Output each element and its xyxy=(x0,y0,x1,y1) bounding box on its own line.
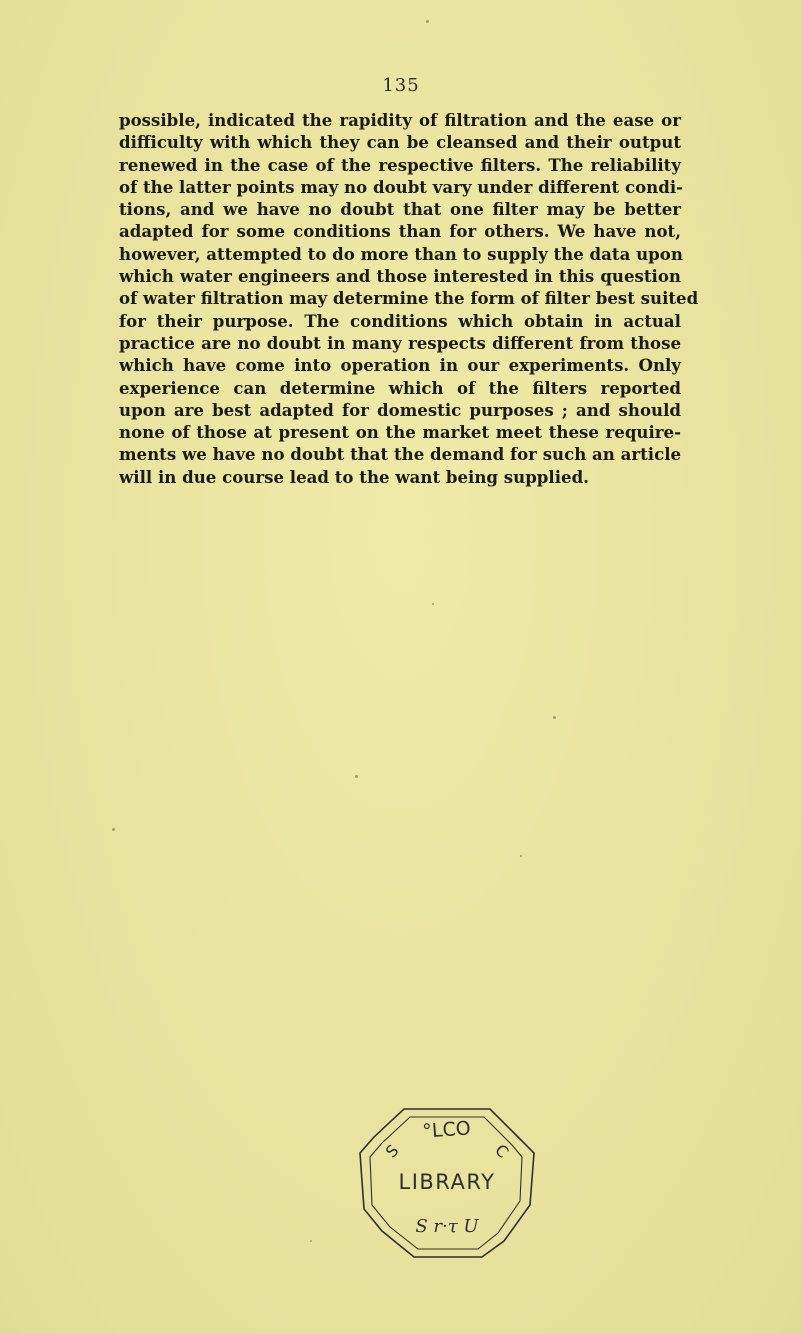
paper-speck xyxy=(310,1240,312,1242)
stamp-left-text: S xyxy=(381,1140,403,1162)
text-line-17: will in due course lead to the want being supplied. xyxy=(119,466,589,487)
stamp-center-text: LIBRARY xyxy=(398,1170,496,1194)
text-line-2: difficulty with which they can be cleansed and their output xyxy=(119,132,681,153)
stamp-bottom-text: S r·τ U xyxy=(415,1216,479,1237)
stamp-top-text: °LCO xyxy=(421,1117,472,1143)
text-line-10: for their purpose. The conditions which obtain in actual xyxy=(119,310,681,331)
text-line-8: which water engineers and those interested in this question xyxy=(119,266,681,287)
library-stamp xyxy=(352,1093,542,1265)
paper-speck xyxy=(520,855,522,857)
text-line-7: however, attempted to do more than to supply the data upon xyxy=(119,243,683,264)
paper-speck xyxy=(553,716,556,719)
text-line-9: of water filtration may determine the form of filter best suited xyxy=(119,288,699,309)
body-paragraph xyxy=(119,109,699,488)
text-line-14: upon are best adapted for domestic purposes ; and should xyxy=(119,399,681,420)
paper-speck xyxy=(432,603,434,605)
text-line-3: renewed in the case of the respective filters. The reliability xyxy=(119,154,681,175)
stamp-right-text: C xyxy=(491,1140,513,1162)
text-line-4: of the latter points may no doubt vary under different condi- xyxy=(119,176,684,197)
paper-speck xyxy=(112,828,115,831)
text-line-16: ments we have no doubt that the demand for such an article xyxy=(119,444,682,465)
text-line-1: possible, indicated the rapidity of filtration and the ease or xyxy=(119,110,681,130)
text-line-5: tions, and we have no doubt that one filter may be better xyxy=(119,199,681,220)
paper-speck xyxy=(355,775,358,778)
page-number: 135 xyxy=(382,75,420,96)
text-line-11: practice are no doubt in many respects different from those xyxy=(119,332,681,353)
text-line-12: which have come into operation in our experiments. Only xyxy=(119,355,681,376)
text-line-15: none of those at present on the market meet these require- xyxy=(119,422,681,443)
text-line-6: adapted for some conditions than for others. We have not, xyxy=(119,221,681,242)
text-line-13: experience can determine which of the filters reported xyxy=(119,377,681,398)
paper-speck xyxy=(426,20,429,23)
